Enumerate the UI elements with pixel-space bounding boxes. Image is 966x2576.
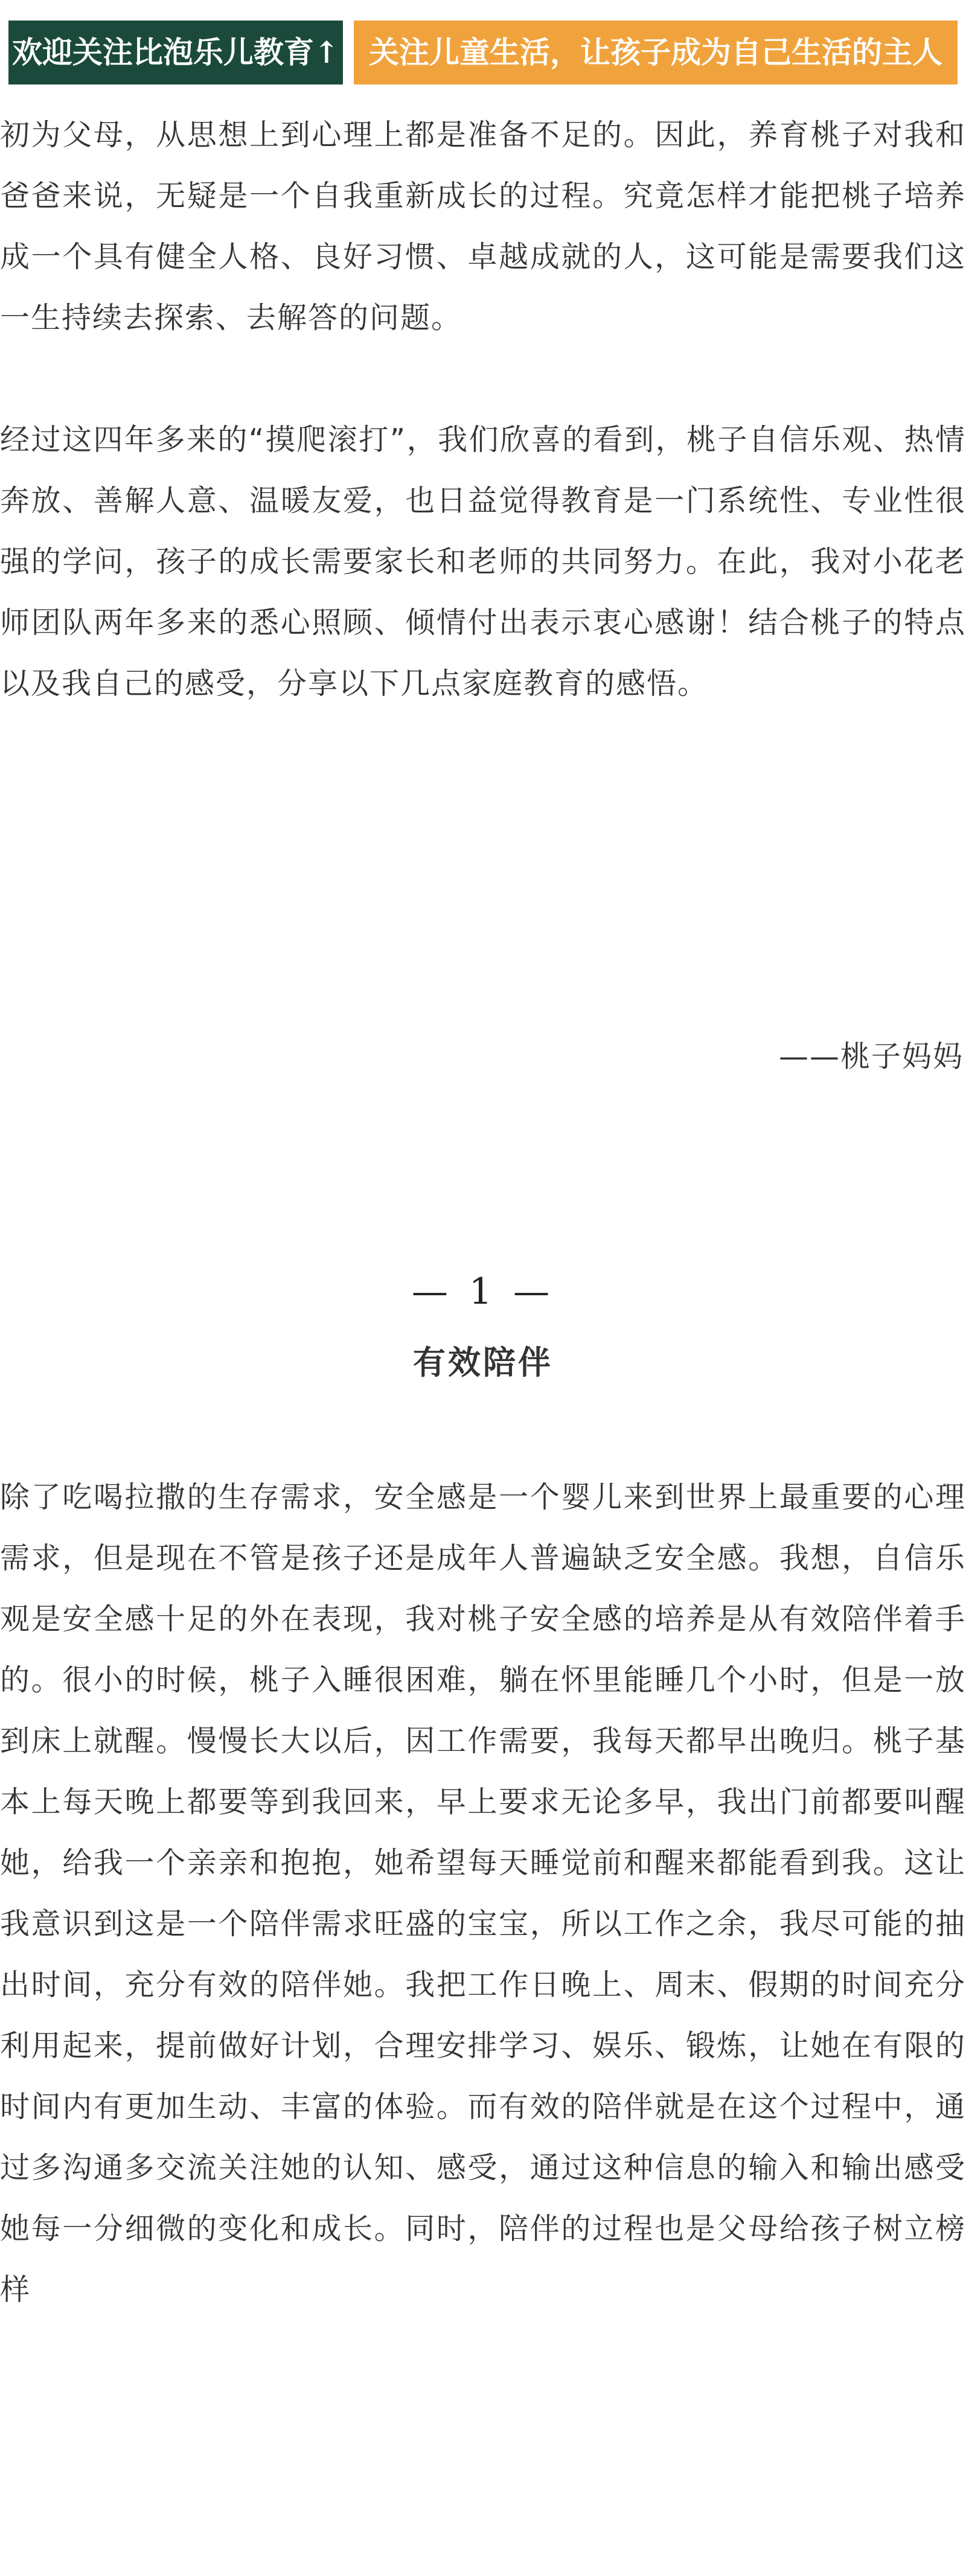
follow-banner-text: 欢迎关注比泡乐儿教育↑ <box>8 21 343 84</box>
slogan-banner-text: 关注儿童生活，让孩子成为自己生活的主人 <box>354 21 958 84</box>
author-signature: ——桃子妈妈 <box>778 1039 964 1074</box>
intro-paragraph-2: 经过这四年多来的“摸爬滚打”，我们欣喜的看到，桃子自信乐观、热情奔放、善解人意、温暖友爱，也日益觉得教育是一门系统性、专业性很强的学问，孩子的成长需要家长和老师的共同努力。在此，我对小花老师团队两年多来的悉心照顾、倾情付出表示衷心感谢！结合桃子的特点以及我自己的感受，分享以下几点家庭教育的感悟。 <box>0 422 966 701</box>
section-title: 有效陪伴 <box>413 1344 553 1382</box>
intro-paragraph-1: 初为父母，从思想上到心理上都是准备不足的。因此，养育桃子对我和爸爸来说，无疑是一个自我重新成长的过程。究竟怎样才能把桃子培养成一个具有健全人格、良好习惯、卓越成就的人，这可能是需要我们这一生持续去探索、去解答的问题。 <box>0 118 966 335</box>
header-banner <box>8 21 958 84</box>
section-1-paragraph: 除了吃喝拉撒的生存需求，安全感是一个婴儿来到世界上最重要的心理需求，但是现在不管是孩子还是成年人普遍缺乏安全感。我想，自信乐观是安全感十足的外在表现，我对桃子安全感的培养是从有效陪伴着手的。很小的时候，桃子入睡很困难，躺在怀里能睡几个小时，但是一放到床上就醒。慢慢长大以后，因工作需要，我每天都早出晚归。桃子基本上每天晚上都要等到我回来，早上要求无论多早，我出门前都要叫醒她，给我一个亲亲和抱抱，她希望每天睡觉前和醒来都能看到我。这让我意识到这是一个陪伴需求旺盛的宝宝，所以工作之余，我尽可能的抽出时间，充分有效的陪伴她。我把工作日晚上、周末、假期的时间充分利用起来，提前做好计划，合理安排学习、娱乐、锻炼，让她在有限的时间内有更加生动、丰富的体验。而有效的陪伴就是在这个过程中，通过多沟通多交流关注她的认知、感受，通过这种信息的输入和输出感受她每一分细微的变化和成长。同时，陪伴的过程也是父母给孩子树立榜样 <box>0 1480 966 2307</box>
banner-divider <box>343 21 354 84</box>
section-number: — 1 — <box>411 1270 555 1313</box>
